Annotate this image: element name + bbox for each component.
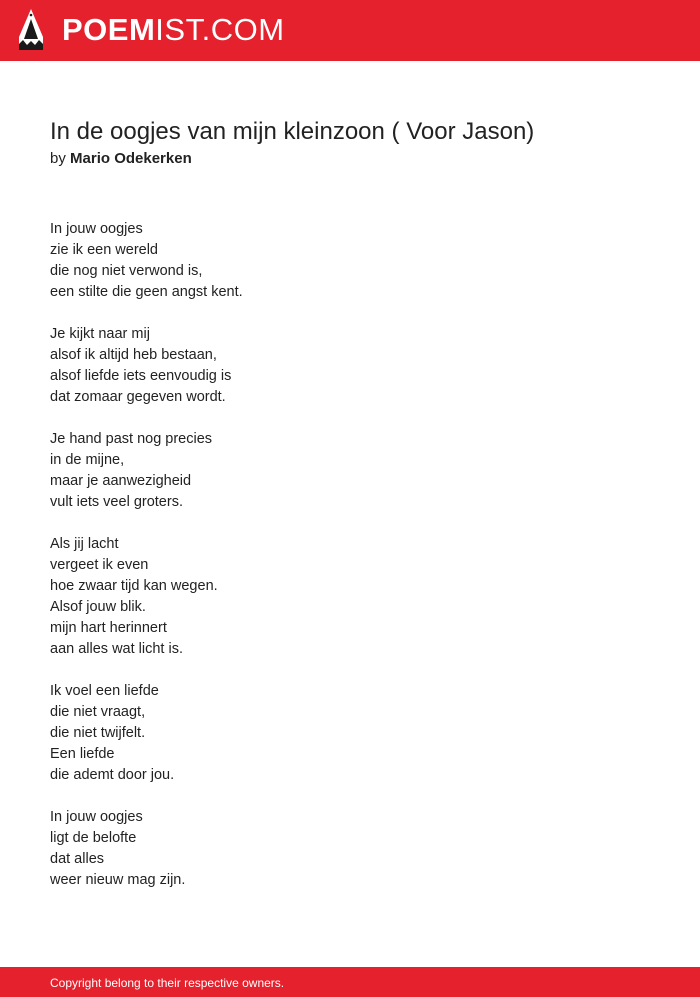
poem-body	[50, 219, 650, 912]
poem-line: Een liefde	[50, 746, 115, 762]
stanza	[50, 429, 650, 513]
poem-line: hoe zwaar tijd kan wegen.	[50, 578, 218, 594]
poem-line: aan alles wat licht is.	[50, 641, 183, 657]
poem-line: In jouw oogjes	[50, 221, 143, 237]
logo-light-text: IST.COM	[155, 12, 285, 47]
site-logo[interactable]	[62, 12, 285, 48]
poem-line: Je kijkt naar mij	[50, 326, 150, 342]
stanza	[50, 534, 650, 660]
poem-line: maar je aanwezigheid	[50, 473, 192, 489]
poem-line: Ik voel een liefde	[50, 683, 159, 699]
poem-line: in de mijne,	[50, 452, 125, 468]
poem-line: alsof ik altijd heb bestaan,	[50, 347, 217, 363]
stanza	[50, 681, 650, 786]
poem-line: die nog niet verwond is,	[50, 263, 203, 279]
poem-line: Als jij lacht	[50, 536, 119, 552]
poem-title: In de oogjes van mijn kleinzoon ( Voor Jason)	[50, 118, 535, 145]
poem-line: ligt de belofte	[50, 830, 137, 846]
poem-line: die niet vraagt,	[50, 704, 146, 720]
poem-line: vult iets veel groters.	[50, 494, 183, 510]
logo-bold-text: POEM	[62, 12, 156, 47]
copyright-text: Copyright belong to their respective owners.	[50, 976, 285, 990]
poem-line: alsof liefde iets eenvoudig is	[50, 368, 232, 384]
stanza	[50, 807, 650, 891]
poem-line: Alsof jouw blik.	[50, 599, 146, 615]
poem-line: die ademt door jou.	[50, 767, 175, 783]
poem-line: zie ik een wereld	[50, 242, 158, 258]
stanza	[50, 219, 650, 303]
poem-line: een stilte die geen angst kent.	[50, 284, 243, 300]
site-header	[0, 0, 700, 61]
poem-line: dat zomaar gegeven wordt.	[50, 389, 226, 405]
site-footer	[0, 967, 700, 997]
by-label: by	[50, 150, 66, 167]
poem-line: In jouw oogjes	[50, 809, 143, 825]
poem-line: dat alles	[50, 851, 105, 867]
byline	[50, 149, 192, 169]
pen-nib-icon[interactable]	[18, 9, 44, 51]
poem-line: weer nieuw mag zijn.	[50, 872, 186, 888]
poem-line: mijn hart herinnert	[50, 620, 167, 636]
poem-line: vergeet ik even	[50, 557, 149, 573]
poem-line: die niet twijfelt.	[50, 725, 146, 741]
stanza	[50, 324, 650, 408]
author-name: Mario Odekerken	[70, 150, 192, 167]
poem-line: Je hand past nog precies	[50, 431, 213, 447]
